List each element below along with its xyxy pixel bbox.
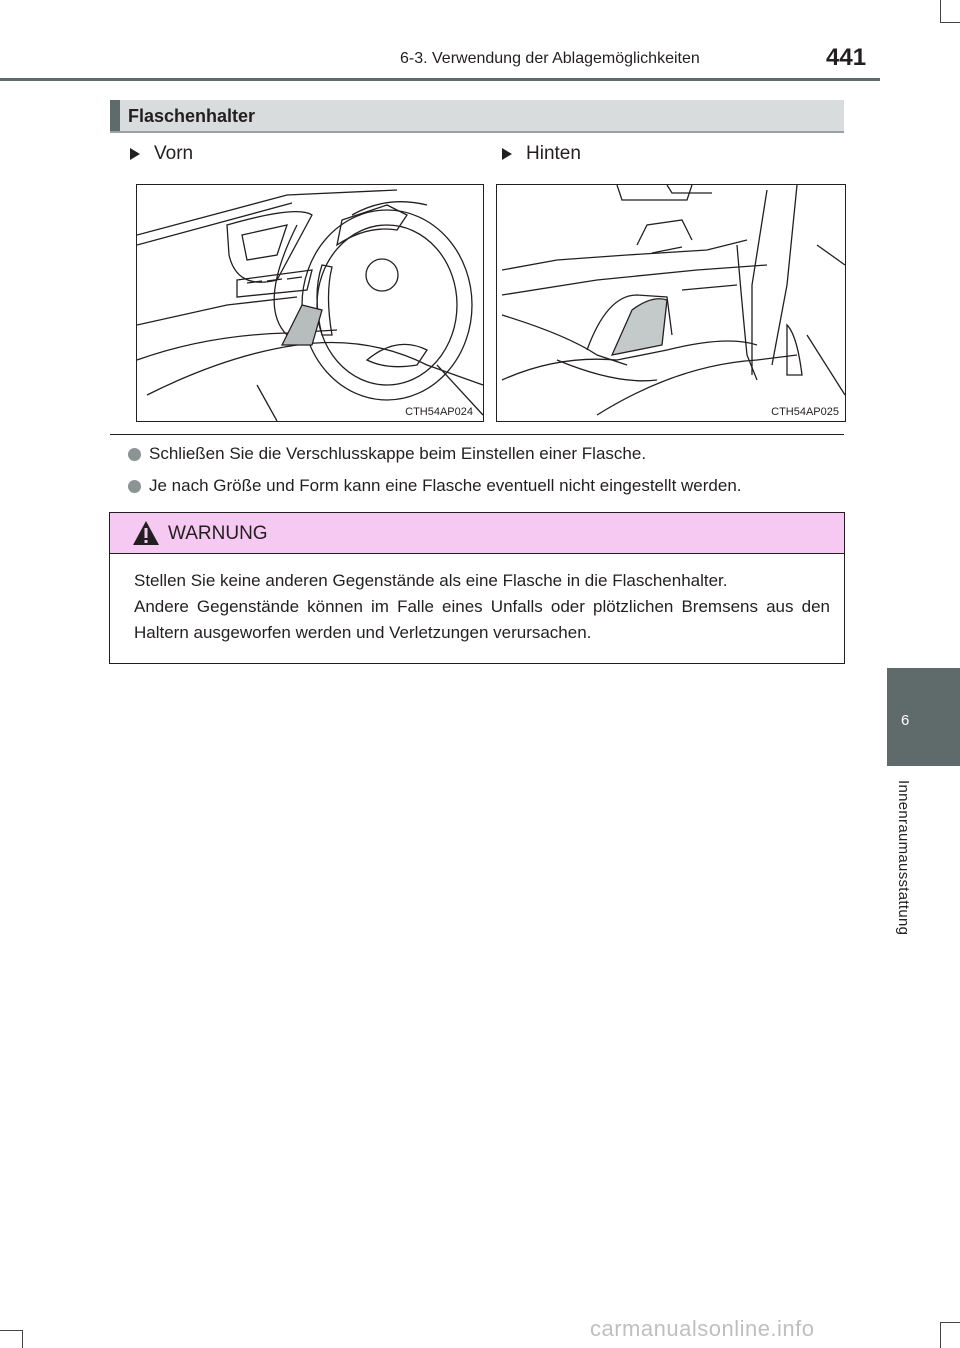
crop-mark xyxy=(0,1330,22,1331)
crop-mark xyxy=(940,22,960,23)
running-header-title: 6-3. Verwendung der Ablagemöglichkeiten xyxy=(400,50,700,67)
bullet-text: Je nach Größe und Form kann eine Flasche eventuell nicht eingestellt werden. xyxy=(149,476,742,495)
subhead-front xyxy=(130,143,193,165)
chapter-tab xyxy=(887,668,960,766)
illustration-front-bottle-holder xyxy=(136,184,484,422)
crop-mark xyxy=(940,0,941,22)
warning-box xyxy=(109,512,845,664)
figure-code-front: CTH54AP024 xyxy=(405,406,473,418)
bullet-dot-icon xyxy=(128,480,141,493)
crop-mark xyxy=(22,1330,23,1348)
crop-mark xyxy=(940,1322,941,1348)
warning-triangle-icon xyxy=(132,520,160,546)
warning-header xyxy=(110,513,844,554)
subhead-front-label: Vorn xyxy=(154,143,194,164)
bullet-dot-icon xyxy=(128,448,141,461)
front-door-drawing xyxy=(137,185,483,421)
rear-door-drawing xyxy=(497,185,845,421)
page-number: 441 xyxy=(826,44,867,71)
crop-mark xyxy=(940,1322,960,1323)
triangle-marker-icon xyxy=(502,148,512,160)
warning-title: WARNUNG xyxy=(168,523,268,544)
warning-line: Stellen Sie keine anderen Gegenstände als eine Flasche in die Flaschenhalter. xyxy=(134,571,728,590)
illustration-rear-bottle-holder xyxy=(496,184,846,422)
section-accent xyxy=(110,100,120,131)
list-item xyxy=(128,444,646,464)
bullet-text: Schließen Sie die Verschlusskappe beim Einstellen einer Flasche. xyxy=(149,444,647,463)
warning-body xyxy=(110,554,844,646)
warning-line: Andere Gegenstände können im Falle eines Unfalls oder plötzlichen Bremsens aus den Haltern ausgeworfen werden und Verletzungen verursachen. xyxy=(134,597,830,642)
subhead-rear xyxy=(502,143,581,165)
watermark: carmanualsonline.info xyxy=(590,1316,815,1341)
section-title: Flaschenhalter xyxy=(128,106,256,126)
chapter-title: Innenraumausstattung xyxy=(895,780,912,936)
subhead-rear-label: Hinten xyxy=(526,143,581,164)
chapter-number: 6 xyxy=(901,712,910,729)
list-item xyxy=(128,476,742,496)
triangle-marker-icon xyxy=(130,148,140,160)
section-heading-bar xyxy=(110,100,844,133)
figure-separator xyxy=(110,434,844,435)
figure-code-rear: CTH54AP025 xyxy=(771,406,839,418)
header-rule xyxy=(0,78,880,81)
